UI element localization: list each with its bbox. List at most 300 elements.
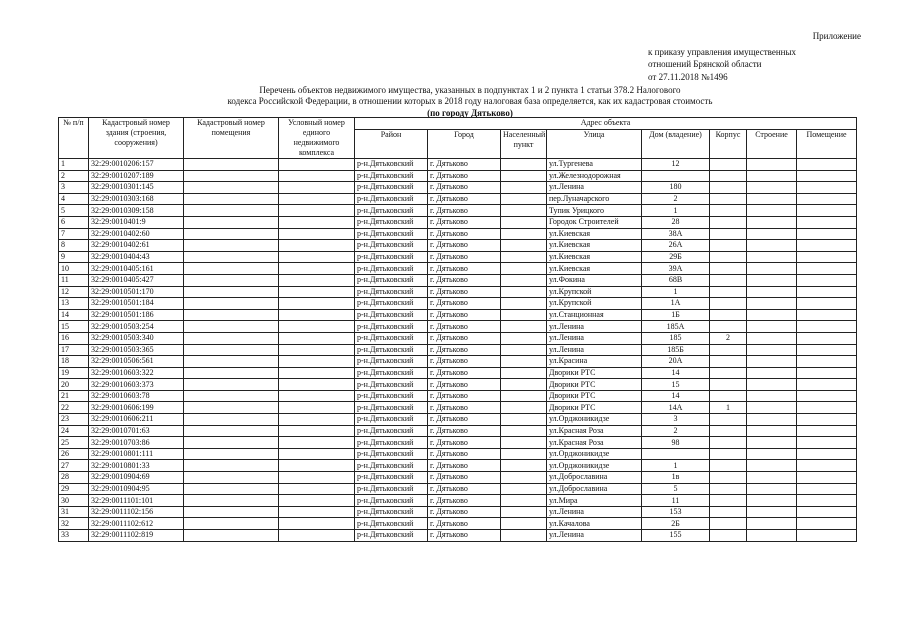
cell-cad-room: [184, 518, 279, 530]
cell-district: р-н.Дятьковский: [355, 240, 428, 252]
cell-city: г. Дятьково: [428, 530, 501, 542]
table-row: [59, 379, 857, 391]
cell-district: р-н.Дятьковский: [355, 425, 428, 437]
cell-cond-num: [279, 182, 355, 194]
cell-district: р-н.Дятьковский: [355, 356, 428, 368]
cell-settlement: [501, 182, 547, 194]
cell-cad-building: 32:29:0010503:340: [89, 332, 184, 344]
cell-num: 5: [59, 205, 89, 217]
cell-room: [797, 263, 857, 275]
cell-room: [797, 321, 857, 333]
cell-korpus: [710, 228, 747, 240]
cell-num: 27: [59, 460, 89, 472]
cell-cad-building: 32:29:0010904:69: [89, 472, 184, 484]
appendix-title: Приложение: [812, 31, 861, 41]
table-row: [59, 402, 857, 414]
cell-building: [747, 356, 797, 368]
cell-street: ул.Красная Роза: [547, 437, 642, 449]
cell-street: Городок Строителей: [547, 216, 642, 228]
cell-cad-room: [184, 332, 279, 344]
cell-cad-room: [184, 437, 279, 449]
cell-street: ул.Ленина: [547, 332, 642, 344]
cell-room: [797, 344, 857, 356]
cell-room: [797, 518, 857, 530]
cell-cad-building: 32:29:0010303:168: [89, 193, 184, 205]
cell-building: [747, 286, 797, 298]
cell-city: г. Дятьково: [428, 309, 501, 321]
cell-cond-num: [279, 263, 355, 275]
cell-settlement: [501, 448, 547, 460]
header-cad-room: Кадастровый номер помещения: [184, 118, 279, 159]
cell-street: ул.Ленина: [547, 321, 642, 333]
document-heading-line1: Перечень объектов недвижимого имущества, указанных в подпунктах 1 и 2 пункта 1 статьи 378.2 Налогового: [259, 85, 681, 95]
cell-street: ул.Качалова: [547, 518, 642, 530]
cell-city: г. Дятьково: [428, 274, 501, 286]
cell-city: г. Дятьково: [428, 506, 501, 518]
cell-room: [797, 240, 857, 252]
cell-district: р-н.Дятьковский: [355, 309, 428, 321]
cell-cad-building: 32:29:0010606:211: [89, 414, 184, 426]
cell-room: [797, 216, 857, 228]
cell-room: [797, 356, 857, 368]
cell-cond-num: [279, 472, 355, 484]
document-heading-line2: кодекса Российской Федерации, в отношении которых в 2018 году налоговая база определяется, как их кадастровая стоимость: [227, 96, 713, 106]
cell-num: 2: [59, 170, 89, 182]
cell-city: г. Дятьково: [428, 402, 501, 414]
cell-house: 185: [642, 332, 710, 344]
cell-house: 185А: [642, 321, 710, 333]
cell-settlement: [501, 390, 547, 402]
cell-cad-room: [184, 159, 279, 171]
cell-num: 21: [59, 390, 89, 402]
cell-cad-building: 32:29:0010606:199: [89, 402, 184, 414]
table-row: [59, 448, 857, 460]
cell-cad-building: 32:29:0010904:95: [89, 483, 184, 495]
cell-cond-num: [279, 298, 355, 310]
cell-num: 15: [59, 321, 89, 333]
cell-korpus: [710, 205, 747, 217]
cell-num: 18: [59, 356, 89, 368]
cell-street: ул.Киевская: [547, 263, 642, 275]
cell-city: г. Дятьково: [428, 460, 501, 472]
cell-district: р-н.Дятьковский: [355, 530, 428, 542]
cell-settlement: [501, 356, 547, 368]
cell-korpus: [710, 425, 747, 437]
header-building: Строение: [747, 130, 797, 159]
cell-cad-room: [184, 367, 279, 379]
cell-room: [797, 506, 857, 518]
cell-house: 14: [642, 367, 710, 379]
cell-cad-building: 32:29:0011102:156: [89, 506, 184, 518]
cell-room: [797, 228, 857, 240]
cell-cad-building: 32:29:0010501:184: [89, 298, 184, 310]
cell-city: г. Дятьково: [428, 437, 501, 449]
cell-building: [747, 495, 797, 507]
appendix-order-date: от 27.11.2018 №1496: [648, 72, 728, 82]
cell-house: 11: [642, 495, 710, 507]
table-row: [59, 216, 857, 228]
cell-num: 29: [59, 483, 89, 495]
table-row: [59, 495, 857, 507]
table-header: [59, 118, 857, 159]
cell-building: [747, 367, 797, 379]
cell-cad-room: [184, 309, 279, 321]
cell-street: ул.Доброславина: [547, 483, 642, 495]
cell-settlement: [501, 425, 547, 437]
header-city: Город: [428, 130, 501, 159]
cell-district: р-н.Дятьковский: [355, 367, 428, 379]
cell-building: [747, 390, 797, 402]
table-row: [59, 530, 857, 542]
cell-building: [747, 240, 797, 252]
cell-room: [797, 379, 857, 391]
cell-city: г. Дятьково: [428, 321, 501, 333]
cell-num: 20: [59, 379, 89, 391]
cell-street: ул.Крупской: [547, 286, 642, 298]
cell-korpus: [710, 263, 747, 275]
cell-district: р-н.Дятьковский: [355, 448, 428, 460]
cell-building: [747, 159, 797, 171]
cell-room: [797, 390, 857, 402]
cell-room: [797, 495, 857, 507]
cell-city: г. Дятьково: [428, 390, 501, 402]
cell-korpus: [710, 240, 747, 252]
cell-street: ул.Красина: [547, 356, 642, 368]
cell-settlement: [501, 414, 547, 426]
table-row: [59, 483, 857, 495]
table-row: [59, 344, 857, 356]
header-cad-building: Кадастровый номер здания (строения, сооружения): [89, 118, 184, 159]
cell-korpus: [710, 460, 747, 472]
cell-room: [797, 170, 857, 182]
cell-cond-num: [279, 228, 355, 240]
cell-settlement: [501, 298, 547, 310]
cell-cad-room: [184, 506, 279, 518]
cell-room: [797, 298, 857, 310]
cell-korpus: [710, 170, 747, 182]
cell-city: г. Дятьково: [428, 414, 501, 426]
table-row: [59, 274, 857, 286]
cell-district: р-н.Дятьковский: [355, 506, 428, 518]
cell-cad-room: [184, 228, 279, 240]
document-heading-city: (по городу Дятьково): [427, 108, 513, 118]
cell-settlement: [501, 402, 547, 414]
cell-cad-building: 32:29:0010404:43: [89, 251, 184, 263]
cell-city: г. Дятьково: [428, 344, 501, 356]
cell-cond-num: [279, 390, 355, 402]
cell-district: р-н.Дятьковский: [355, 414, 428, 426]
cell-num: 30: [59, 495, 89, 507]
cell-settlement: [501, 332, 547, 344]
property-register-table: [58, 117, 857, 542]
cell-building: [747, 216, 797, 228]
cell-street: ул.Тургенева: [547, 159, 642, 171]
cell-district: р-н.Дятьковский: [355, 251, 428, 263]
cell-cond-num: [279, 518, 355, 530]
cell-building: [747, 182, 797, 194]
cell-cad-room: [184, 274, 279, 286]
cell-building: [747, 309, 797, 321]
cell-num: 7: [59, 228, 89, 240]
cell-room: [797, 159, 857, 171]
cell-district: р-н.Дятьковский: [355, 216, 428, 228]
cell-num: 9: [59, 251, 89, 263]
cell-house: 1А: [642, 298, 710, 310]
cell-korpus: [710, 530, 747, 542]
cell-street: ул.Киевская: [547, 240, 642, 252]
cell-district: р-н.Дятьковский: [355, 228, 428, 240]
cell-house: 14: [642, 390, 710, 402]
cell-street: пер.Луначарского: [547, 193, 642, 205]
cell-cad-room: [184, 414, 279, 426]
cell-cad-building: 32:29:0010506:561: [89, 356, 184, 368]
cell-settlement: [501, 274, 547, 286]
cell-cad-building: 32:29:0010301:145: [89, 182, 184, 194]
cell-district: р-н.Дятьковский: [355, 263, 428, 275]
cell-korpus: [710, 309, 747, 321]
table-row: [59, 425, 857, 437]
cell-cad-room: [184, 472, 279, 484]
cell-settlement: [501, 205, 547, 217]
cell-cond-num: [279, 530, 355, 542]
cell-building: [747, 170, 797, 182]
table-row: [59, 460, 857, 472]
cell-settlement: [501, 437, 547, 449]
table-row: [59, 193, 857, 205]
cell-city: г. Дятьково: [428, 298, 501, 310]
cell-house: 1: [642, 286, 710, 298]
cell-cad-room: [184, 425, 279, 437]
cell-building: [747, 460, 797, 472]
cell-cad-building: 32:29:0010402:61: [89, 240, 184, 252]
cell-num: 23: [59, 414, 89, 426]
cell-house: 28: [642, 216, 710, 228]
table-row: [59, 390, 857, 402]
cell-house: 180: [642, 182, 710, 194]
cell-district: р-н.Дятьковский: [355, 321, 428, 333]
header-house: Дом (владение): [642, 130, 710, 159]
cell-district: р-н.Дятьковский: [355, 344, 428, 356]
cell-building: [747, 506, 797, 518]
table-row: [59, 286, 857, 298]
cell-settlement: [501, 309, 547, 321]
cell-cad-room: [184, 321, 279, 333]
cell-district: р-н.Дятьковский: [355, 205, 428, 217]
table-row: [59, 182, 857, 194]
cell-house: [642, 170, 710, 182]
cell-room: [797, 460, 857, 472]
cell-house: 1в: [642, 472, 710, 484]
cell-cond-num: [279, 193, 355, 205]
cell-house: 15: [642, 379, 710, 391]
cell-cad-room: [184, 263, 279, 275]
cell-num: 32: [59, 518, 89, 530]
cell-house: 2: [642, 193, 710, 205]
cell-num: 24: [59, 425, 89, 437]
cell-street: ул.Ленина: [547, 530, 642, 542]
cell-cond-num: [279, 448, 355, 460]
cell-building: [747, 298, 797, 310]
cell-street: ул.Железнодорожная: [547, 170, 642, 182]
cell-street: Дворики РТС: [547, 402, 642, 414]
cell-cond-num: [279, 274, 355, 286]
cell-house: 5: [642, 483, 710, 495]
cell-room: [797, 205, 857, 217]
cell-korpus: [710, 356, 747, 368]
cell-settlement: [501, 251, 547, 263]
cell-house: 1: [642, 460, 710, 472]
cell-cond-num: [279, 367, 355, 379]
cell-cond-num: [279, 402, 355, 414]
cell-num: 31: [59, 506, 89, 518]
cell-cad-building: 32:29:0010405:427: [89, 274, 184, 286]
cell-district: р-н.Дятьковский: [355, 193, 428, 205]
cell-cond-num: [279, 240, 355, 252]
table-row: [59, 518, 857, 530]
table-body: [59, 159, 857, 542]
cell-house: 39А: [642, 263, 710, 275]
cell-num: 11: [59, 274, 89, 286]
table-row: [59, 356, 857, 368]
cell-korpus: [710, 367, 747, 379]
cell-korpus: [710, 298, 747, 310]
cell-street: ул.Орджоникидзе: [547, 448, 642, 460]
cell-building: [747, 228, 797, 240]
cell-num: 16: [59, 332, 89, 344]
cell-street: ул.Ленина: [547, 506, 642, 518]
cell-cond-num: [279, 205, 355, 217]
cell-korpus: [710, 448, 747, 460]
cell-cond-num: [279, 344, 355, 356]
cell-settlement: [501, 240, 547, 252]
cell-district: р-н.Дятьковский: [355, 402, 428, 414]
cell-cad-room: [184, 344, 279, 356]
cell-cad-room: [184, 298, 279, 310]
cell-cond-num: [279, 425, 355, 437]
cell-building: [747, 205, 797, 217]
cell-cond-num: [279, 309, 355, 321]
cell-room: [797, 472, 857, 484]
cell-cond-num: [279, 506, 355, 518]
cell-settlement: [501, 460, 547, 472]
cell-room: [797, 182, 857, 194]
cell-korpus: 2: [710, 332, 747, 344]
cell-korpus: [710, 159, 747, 171]
cell-korpus: [710, 506, 747, 518]
cell-district: р-н.Дятьковский: [355, 495, 428, 507]
cell-house: 155: [642, 530, 710, 542]
table-row: [59, 332, 857, 344]
cell-house: 1: [642, 205, 710, 217]
cell-korpus: [710, 518, 747, 530]
cell-city: г. Дятьково: [428, 286, 501, 298]
table-row: [59, 170, 857, 182]
cell-city: г. Дятьково: [428, 205, 501, 217]
cell-num: 4: [59, 193, 89, 205]
cell-settlement: [501, 472, 547, 484]
cell-building: [747, 251, 797, 263]
cell-cad-room: [184, 251, 279, 263]
cell-house: 1Б: [642, 309, 710, 321]
cell-cad-room: [184, 356, 279, 368]
header-cond-num: Условный номер единого недвижимого комплекса: [279, 118, 355, 159]
cell-cad-building: 32:29:0010703:86: [89, 437, 184, 449]
cell-building: [747, 518, 797, 530]
cell-cad-room: [184, 286, 279, 298]
cell-cond-num: [279, 286, 355, 298]
table-row: [59, 321, 857, 333]
cell-city: г. Дятьково: [428, 170, 501, 182]
cell-building: [747, 321, 797, 333]
cell-room: [797, 437, 857, 449]
cell-cad-room: [184, 170, 279, 182]
cell-city: г. Дятьково: [428, 483, 501, 495]
cell-city: г. Дятьково: [428, 472, 501, 484]
table-row: [59, 205, 857, 217]
cell-korpus: [710, 251, 747, 263]
table-row: [59, 437, 857, 449]
cell-settlement: [501, 286, 547, 298]
cell-cad-building: 32:29:0010503:365: [89, 344, 184, 356]
cell-num: 14: [59, 309, 89, 321]
cell-cad-building: 32:29:0010603:373: [89, 379, 184, 391]
cell-korpus: [710, 414, 747, 426]
cell-num: 33: [59, 530, 89, 542]
cell-district: р-н.Дятьковский: [355, 182, 428, 194]
cell-building: [747, 472, 797, 484]
cell-num: 12: [59, 286, 89, 298]
cell-house: 68В: [642, 274, 710, 286]
cell-num: 19: [59, 367, 89, 379]
cell-house: 2: [642, 425, 710, 437]
cell-num: 10: [59, 263, 89, 275]
cell-city: г. Дятьково: [428, 263, 501, 275]
header-room: Помещение: [797, 130, 857, 159]
cell-settlement: [501, 506, 547, 518]
cell-building: [747, 483, 797, 495]
cell-street: ул.Станционная: [547, 309, 642, 321]
cell-settlement: [501, 367, 547, 379]
cell-cad-building: 32:29:0010603:78: [89, 390, 184, 402]
cell-settlement: [501, 321, 547, 333]
cell-district: р-н.Дятьковский: [355, 379, 428, 391]
cell-settlement: [501, 193, 547, 205]
cell-street: ул.Мира: [547, 495, 642, 507]
cell-korpus: [710, 182, 747, 194]
cell-street: ул.Орджоникидзе: [547, 460, 642, 472]
cell-cad-building: 32:29:0010801:33: [89, 460, 184, 472]
cell-settlement: [501, 228, 547, 240]
cell-city: г. Дятьково: [428, 518, 501, 530]
cell-district: р-н.Дятьковский: [355, 286, 428, 298]
cell-house: 12: [642, 159, 710, 171]
cell-room: [797, 448, 857, 460]
cell-cond-num: [279, 495, 355, 507]
cell-korpus: [710, 286, 747, 298]
header-korpus: Корпус: [710, 130, 747, 159]
cell-house: 38А: [642, 228, 710, 240]
cell-building: [747, 263, 797, 275]
cell-room: [797, 483, 857, 495]
cell-cad-building: 32:29:0010405:161: [89, 263, 184, 275]
cell-cad-room: [184, 460, 279, 472]
cell-district: р-н.Дятьковский: [355, 437, 428, 449]
cell-cad-building: 32:29:0010206:157: [89, 159, 184, 171]
cell-cad-building: 32:29:0010701:63: [89, 425, 184, 437]
cell-street: Дворики РТС: [547, 379, 642, 391]
cell-building: [747, 437, 797, 449]
cell-city: г. Дятьково: [428, 216, 501, 228]
